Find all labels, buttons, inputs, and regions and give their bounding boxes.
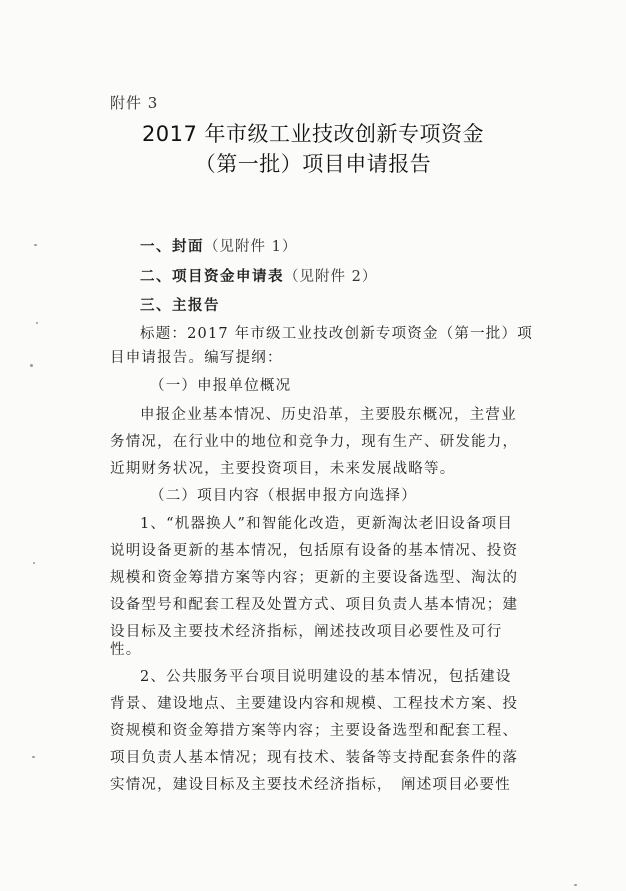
scan-speck bbox=[36, 322, 38, 324]
section2-note: （见附件 2） bbox=[284, 269, 378, 285]
item2-line-1: 2、公共服务平台项目说明建设的基本情况，包括建设 bbox=[140, 669, 512, 685]
document-title-line1: 2017 年市级工业技改创新专项资金 bbox=[141, 122, 485, 146]
scan-speck bbox=[574, 884, 577, 886]
scan-speck bbox=[34, 244, 37, 246]
scan-speck bbox=[33, 562, 35, 564]
document-title-line2: （第一批）项目申请报告 bbox=[194, 152, 432, 176]
subsection-heading-project-content: （二）项目内容（根据申报方向选择） bbox=[150, 488, 417, 504]
item2-line-5: 实情况，建设目标及主要技术经济指标， 阐述项目必要性 bbox=[110, 777, 511, 793]
attachment-label: 附件 3 bbox=[110, 94, 159, 112]
applicant-line-1: 申报企业基本情况、历史沿革，主要股东概况，主营业 bbox=[140, 407, 517, 423]
section-heading-application-form bbox=[140, 267, 580, 287]
section1-head: 一、封面 bbox=[140, 239, 204, 255]
section3-head: 三、主报告 bbox=[140, 298, 220, 314]
item1-line-6: 性。 bbox=[110, 642, 142, 658]
item2-line-4: 项目负责人基本情况；现有技术、装备等支持配套条件的落 bbox=[110, 750, 519, 766]
section1-note: （见附件 1） bbox=[204, 239, 298, 255]
item1-line-1: 1、“机器换人”和智能化改造，更新淘汰老旧设备项目 bbox=[140, 516, 514, 532]
item2-line-3: 资规模和资金筹措方案等内容；主要设备选型和配套工程、 bbox=[110, 723, 519, 739]
section2-head: 二、项目资金申请表 bbox=[140, 269, 284, 285]
item1-line-5: 设目标及主要技术经济指标，阐述技改项目必要性及可行 bbox=[110, 624, 503, 640]
item1-line-4: 设备型号和配套工程及处置方式、项目负责人基本情况；建 bbox=[110, 597, 519, 613]
scan-speck bbox=[32, 756, 35, 758]
applicant-line-2: 务情况，在行业中的地位和竞争力，现有生产、研发能力， bbox=[110, 434, 519, 450]
item2-line-2: 背景、建设地点、主要建设内容和规模、工程技术方案、投 bbox=[110, 696, 519, 712]
intro-line-2: 目申请报告。编写提纲： bbox=[110, 350, 283, 366]
section-heading-cover bbox=[140, 237, 580, 257]
intro-line-1: 标题：2017 年市级工业技改创新专项资金（第一批）项 bbox=[140, 326, 533, 342]
applicant-line-3: 近期财务状况，主要投资项目，未来发展战略等。 bbox=[110, 461, 456, 477]
subsection-heading-applicant: （一）申报单位概况 bbox=[150, 378, 292, 394]
section-heading-main-report bbox=[140, 296, 580, 316]
scan-speck bbox=[30, 364, 33, 367]
item1-line-2: 说明设备更新的基本情况，包括原有设备的基本情况、投资 bbox=[110, 543, 519, 559]
item1-line-3: 规模和资金筹措方案等内容；更新的主要设备选型、淘汰的 bbox=[110, 570, 519, 586]
